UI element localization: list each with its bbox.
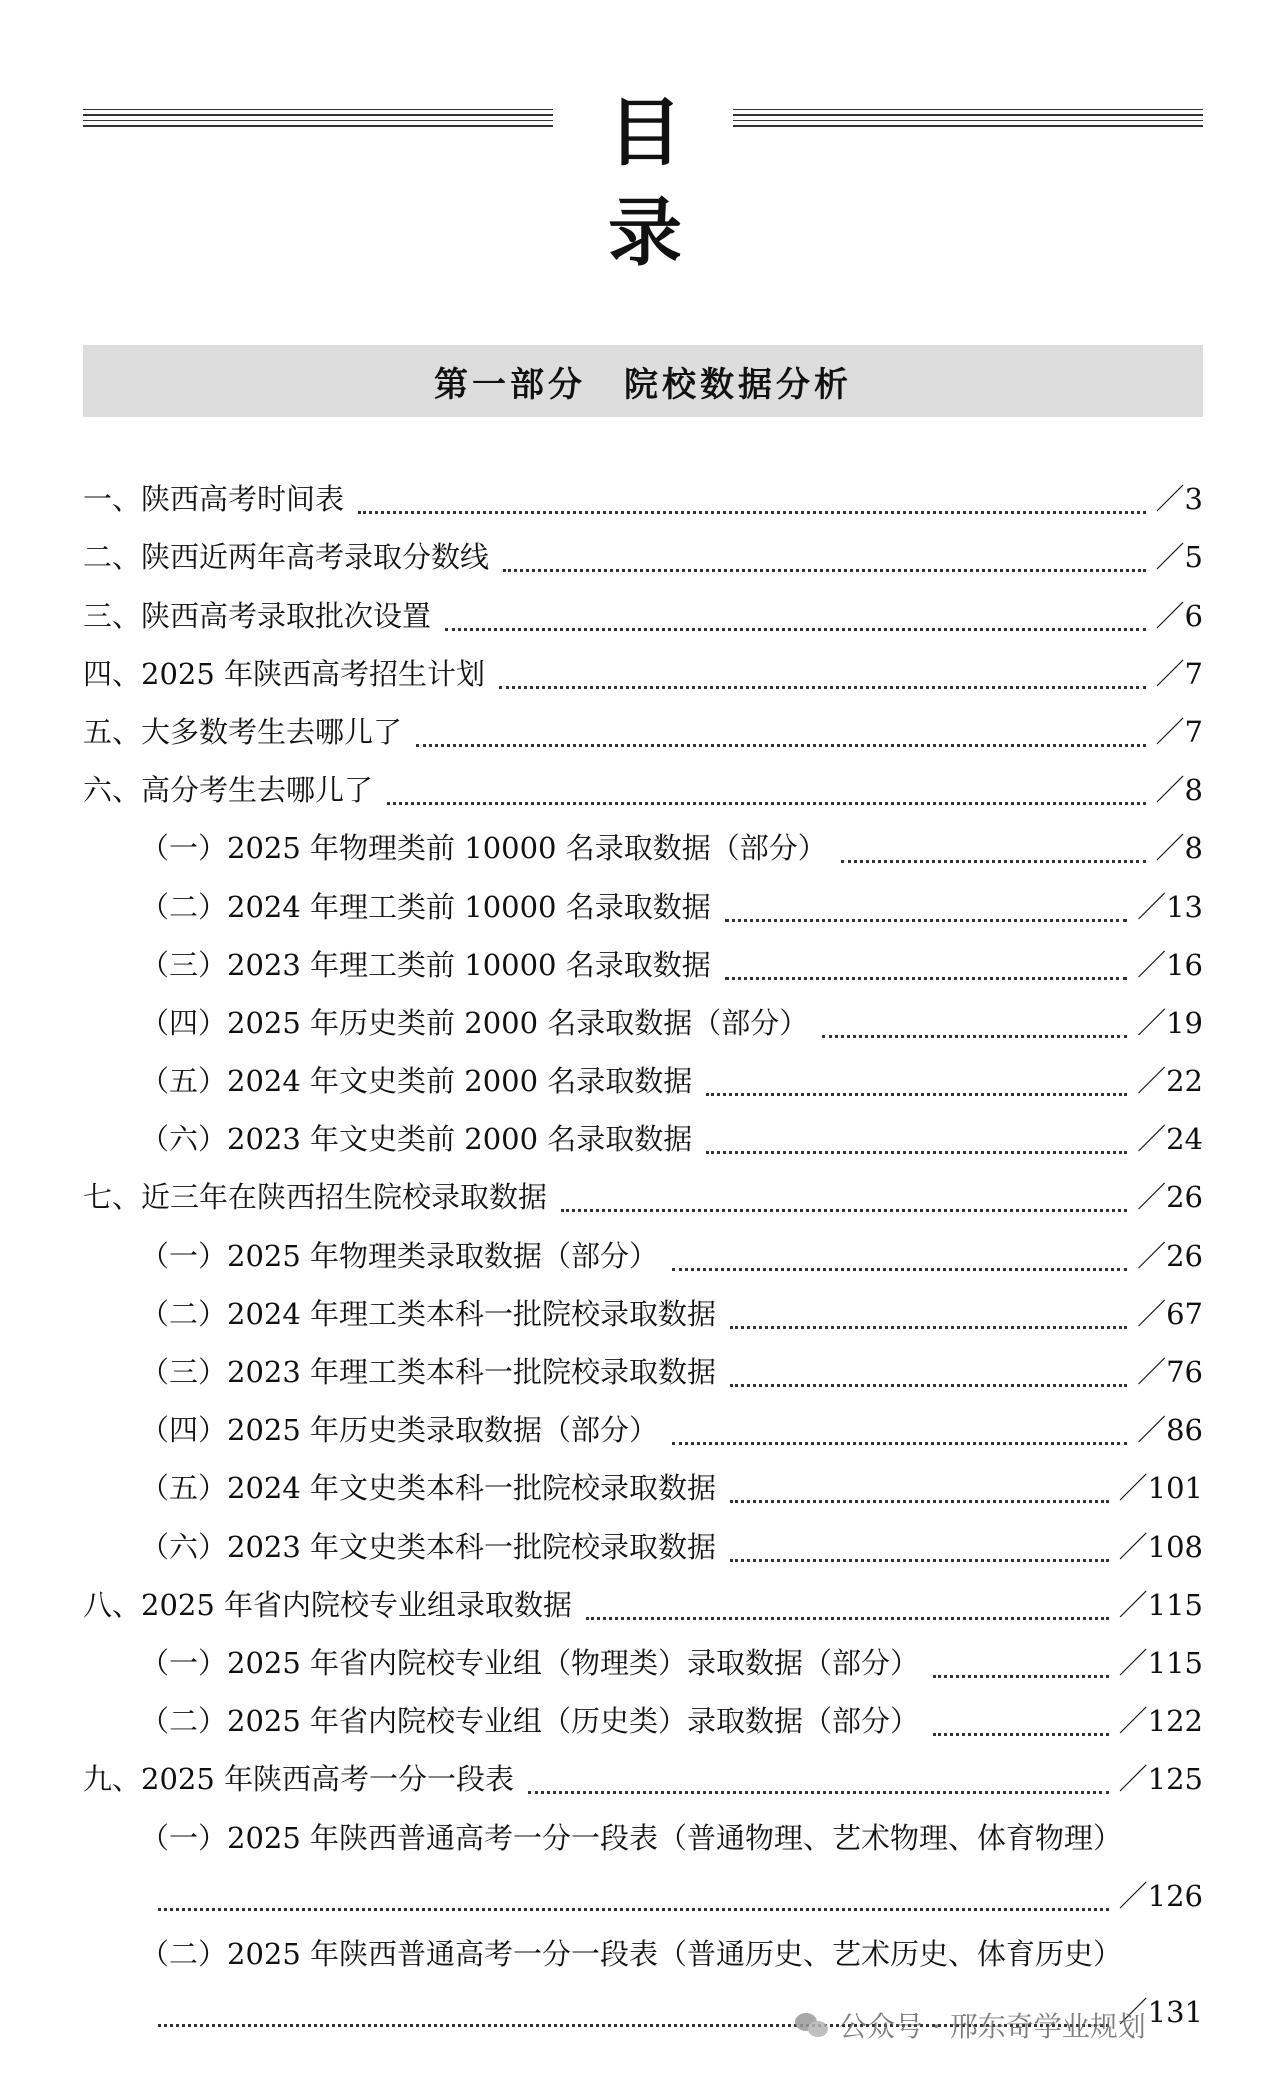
toc-leader-dots — [933, 1733, 1109, 1736]
toc-page-number: ／26 — [1137, 1180, 1203, 1215]
toc-entry[interactable] — [83, 1576, 1203, 1634]
wechat-icon — [795, 2011, 829, 2039]
toc-entry-label: （二）2024 年理工类前 10000 名录取数据 — [140, 889, 711, 924]
toc-page-number: ／131 — [1118, 1995, 1203, 2030]
toc-leader-dots — [725, 977, 1127, 980]
toc-entry[interactable] — [83, 1808, 1203, 1866]
table-of-contents — [83, 470, 1203, 2041]
toc-entry[interactable] — [83, 1052, 1203, 1110]
toc-entry[interactable] — [83, 645, 1203, 703]
section-banner: 第一部分 院校数据分析 — [83, 345, 1203, 417]
toc-page-number: ／67 — [1137, 1296, 1203, 1331]
toc-page-number: ／76 — [1137, 1355, 1203, 1389]
toc-page-number: ／86 — [1137, 1413, 1203, 1448]
toc-page-number: ／115 — [1118, 1587, 1203, 1622]
toc-entry-label: 一、陕西高考时间表 — [83, 482, 345, 517]
toc-leader-dots — [730, 1500, 1109, 1503]
toc-entry[interactable] — [83, 994, 1203, 1052]
toc-leader-dots — [445, 628, 1146, 631]
toc-page-number: ／22 — [1137, 1064, 1203, 1099]
toc-entry-label: （二）2024 年理工类本科一批院校录取数据 — [140, 1296, 717, 1331]
toc-entry[interactable] — [83, 470, 1203, 528]
toc-leader-dots — [503, 569, 1146, 572]
toc-entry[interactable] — [83, 1343, 1203, 1401]
toc-entry-label: 七、近三年在陕西招生院校录取数据 — [83, 1180, 548, 1215]
toc-page-number: ／126 — [1118, 1878, 1203, 1913]
toc-entry-label: 五、大多数考生去哪儿了 — [83, 714, 403, 749]
left-decorative-rule — [83, 109, 553, 131]
toc-entry-label: （三）2023 年理工类前 10000 名录取数据 — [140, 947, 711, 982]
toc-entry-label: 二、陕西近两年高考录取分数线 — [83, 540, 490, 575]
toc-entry-label: （一）2025 年陕西普通高考一分一段表（普通物理、艺术物理、体育物理） — [140, 1820, 1123, 1855]
toc-entry[interactable] — [83, 586, 1203, 644]
toc-leader-dots — [730, 1559, 1109, 1562]
toc-leader-dots — [158, 1908, 1109, 1911]
toc-page-number: ／26 — [1137, 1238, 1203, 1273]
toc-entry[interactable] — [83, 1750, 1203, 1808]
toc-leader-dots — [672, 1442, 1127, 1445]
toc-page-number: ／24 — [1137, 1122, 1203, 1157]
toc-entry-label: （四）2025 年历史类前 2000 名录取数据（部分） — [140, 1005, 809, 1040]
toc-entry[interactable] — [83, 819, 1203, 877]
toc-entry-label: （一）2025 年物理类前 10000 名录取数据（部分） — [140, 831, 827, 866]
toc-entry-label: 六、高分考生去哪儿了 — [83, 773, 374, 808]
toc-leader-dots — [730, 1384, 1127, 1387]
toc-leader-dots — [561, 1209, 1127, 1212]
toc-leader-dots — [706, 1151, 1127, 1154]
toc-entry-label: （三）2023 年理工类本科一批院校录取数据 — [140, 1355, 717, 1389]
toc-leader-dots — [706, 1093, 1127, 1096]
toc-page-number: ／7 — [1155, 656, 1203, 691]
toc-entry-label: （一）2025 年省内院校专业组（物理类）录取数据（部分） — [140, 1645, 920, 1680]
toc-leader-dots — [586, 1617, 1109, 1620]
page-title: 目录 — [608, 90, 688, 276]
toc-page-number: ／115 — [1118, 1645, 1203, 1680]
toc-page-number: ／3 — [1155, 482, 1203, 517]
watermark-text: 公众号 · 邢东奇学业规划 — [839, 2010, 1146, 2043]
watermark — [795, 2005, 1146, 2045]
toc-page-number: ／8 — [1155, 831, 1203, 866]
toc-entry[interactable] — [83, 1692, 1203, 1750]
toc-entry[interactable] — [83, 1925, 1203, 1983]
toc-leader-dots — [499, 686, 1146, 689]
toc-page-number: ／101 — [1118, 1471, 1203, 1506]
toc-entry-label: （四）2025 年历史类录取数据（部分） — [140, 1413, 659, 1448]
toc-entry[interactable] — [83, 1867, 1203, 1925]
toc-entry[interactable] — [83, 1634, 1203, 1692]
toc-entry[interactable] — [83, 1226, 1203, 1284]
toc-leader-dots — [416, 744, 1146, 747]
toc-page-number: ／16 — [1137, 947, 1203, 982]
toc-leader-dots — [358, 511, 1146, 514]
toc-page-number: ／13 — [1137, 889, 1203, 924]
toc-entry[interactable] — [83, 1401, 1203, 1459]
toc-leader-dots — [672, 1268, 1127, 1271]
toc-header — [83, 90, 1203, 276]
toc-leader-dots — [822, 1035, 1127, 1038]
toc-entry[interactable] — [83, 1110, 1203, 1168]
toc-page-number: ／6 — [1155, 598, 1203, 633]
toc-page-number: ／7 — [1155, 714, 1203, 749]
toc-leader-dots — [387, 802, 1146, 805]
toc-entry-label: （二）2025 年省内院校专业组（历史类）录取数据（部分） — [140, 1704, 920, 1739]
toc-entry-label: （五）2024 年文史类本科一批院校录取数据 — [140, 1471, 717, 1506]
toc-leader-dots — [730, 1326, 1127, 1329]
toc-page-number: ／19 — [1137, 1005, 1203, 1040]
toc-page-number: ／122 — [1118, 1704, 1203, 1739]
toc-leader-dots — [725, 919, 1127, 922]
toc-entry[interactable] — [83, 528, 1203, 586]
toc-entry-label: 八、2025 年省内院校专业组录取数据 — [83, 1587, 573, 1622]
toc-entry-label: 三、陕西高考录取批次设置 — [83, 598, 432, 633]
toc-page-number: ／125 — [1118, 1762, 1203, 1797]
toc-leader-dots — [528, 1791, 1109, 1794]
toc-entry[interactable] — [83, 877, 1203, 935]
toc-leader-dots — [841, 860, 1146, 863]
toc-entry[interactable] — [83, 761, 1203, 819]
toc-entry[interactable] — [83, 936, 1203, 994]
toc-page-number: ／8 — [1155, 773, 1203, 808]
toc-page-number: ／5 — [1155, 540, 1203, 575]
toc-entry-label: （五）2024 年文史类前 2000 名录取数据 — [140, 1064, 693, 1099]
toc-entry[interactable] — [83, 703, 1203, 761]
toc-entry-label: （六）2023 年文史类前 2000 名录取数据 — [140, 1122, 693, 1157]
toc-entry[interactable] — [83, 1168, 1203, 1226]
toc-entry[interactable] — [83, 1517, 1203, 1575]
right-decorative-rule — [733, 109, 1203, 131]
toc-page-number: ／108 — [1118, 1529, 1203, 1564]
toc-entry[interactable] — [83, 1285, 1203, 1343]
toc-entry-label: （二）2025 年陕西普通高考一分一段表（普通历史、艺术历史、体育历史） — [140, 1936, 1123, 1971]
toc-entry-label: 九、2025 年陕西高考一分一段表 — [83, 1762, 515, 1797]
toc-entry[interactable] — [83, 1459, 1203, 1517]
toc-entry-label: （六）2023 年文史类本科一批院校录取数据 — [140, 1529, 717, 1564]
toc-leader-dots — [933, 1675, 1109, 1678]
toc-entry-label: （一）2025 年物理类录取数据（部分） — [140, 1238, 659, 1273]
toc-entry-label: 四、2025 年陕西高考招生计划 — [83, 656, 486, 691]
